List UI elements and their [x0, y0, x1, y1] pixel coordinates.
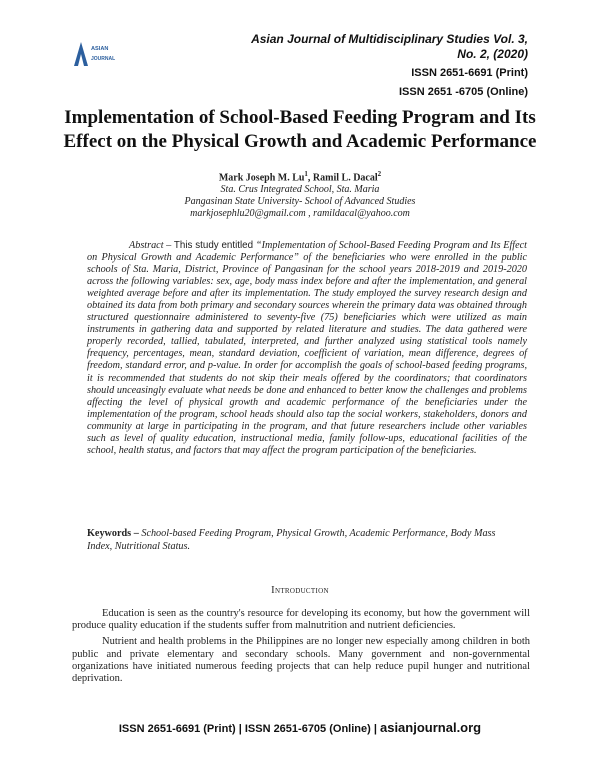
affiliation-2: Pangasinan State University- School of Advanced Studies [184, 196, 416, 208]
body-text [72, 608, 530, 689]
title-line2: Effect on the Physical Growth and Academic Performance [63, 131, 537, 152]
affiliation-1: Sta. Crus Integrated School, Sta. Maria [220, 184, 380, 196]
author-2: Ramil L. Dacal [312, 172, 378, 184]
paper-title [60, 106, 540, 154]
svg-text:JOURNAL: JOURNAL [91, 56, 116, 62]
svg-text:ASIAN: ASIAN [91, 46, 109, 52]
paragraph-1: Education is seen as the country's resource for developing its economy, but how the government will produce quality education if the students suffer from malnutrition and nutrient deficiencies. [72, 608, 530, 632]
keywords-text: School-based Feeding Program, Physical Growth, Academic Performance, Body Mass Index, Nutritional Status. [87, 528, 496, 552]
footer-issn: ISSN 2651-6691 (Print) | ISSN 2651-6705 (Online) | [118, 723, 380, 735]
footer-site-link[interactable]: asianjournal.org [379, 720, 482, 735]
author-names [100, 168, 500, 184]
paragraph-2: Nutrient and health problems in the Philippines are no longer new especially among children in both public and private elementary and secondary schools. Many government and non-governmental organizations have initiated numerous feeding projects that can help reduce pupil hunger and nutritional deprivation. [72, 636, 530, 685]
section-heading-text: Introduction [271, 585, 329, 596]
abstract-text: “Implementation of School-Based Feeding Program and Its Effect on Physical Growth and Academic Performance” of the beneficiaries who were enrolled in the public schools of Sta. Maria, District, Province of Pangasinan for the school years 2018-2019 and 2019-2020 across the following variables: sex, age, body mass index before and after the implementation, and general weighted average before and after its implementation. The study employed the survey research design and obtained its data from both primary and secondary sources wherein the primary data was obtained through structured questionnaire administered to seventy-five (75) beneficiaries which were utilized as main instruments in gathering data and supported by related literature and studies. The data gathered were properly recorded, tallied, tabulated, interpreted, and further analyzed using statistical tools namely frequency, percentages, mean, standard deviation, coefficient of variation, mean difference, degrees of freedom, standard error, and p-value. In order for accomplish the goals of school-based feeding programs, it is recommended that students do not skip their meals offered by the coordinators; that coordinators should unceasingly evaluate what needs be done and enhanced to better know the challenges and problems affecting the level of physical growth and academic performance of the beneficiaries under the implementation of the program, school heads should also tap the social workers, stakeholders, donors and community at large in participating in the program, and that future researchers include other variables such as level of quality education, instructional media, family follow-ups, educational facilities of the school, health status, and factors that may affect the program participation of the beneficiaries. [87, 240, 527, 456]
journal-logo [72, 38, 118, 68]
issn-online: ISSN 2651 -6705 (Online) [399, 86, 528, 98]
author-emails: markjosephlu20@gmail.com , ramildacal@yahoo.com [190, 208, 410, 220]
keywords-label: Keywords – [87, 528, 142, 539]
page-footer [0, 720, 600, 735]
journal-name-line1: Asian Journal of Multidisciplinary Studies Vol. 3, [251, 32, 528, 46]
author-2-sup: 2 [377, 170, 382, 178]
journal-info [228, 32, 528, 100]
author-separator: , [307, 172, 313, 184]
author-block [100, 168, 500, 220]
title-line1: Implementation of School-Based Feeding Program and Its [64, 107, 536, 128]
author-1-sup: 1 [304, 170, 308, 178]
abstract-lead: This study entitled [173, 240, 256, 251]
section-heading [0, 585, 600, 596]
abstract [87, 240, 527, 457]
keywords [87, 528, 507, 553]
issn-print: ISSN 2651-6691 (Print) [411, 67, 528, 79]
abstract-label: Abstract – [129, 240, 174, 251]
author-1: Mark Joseph M. Lu [218, 172, 305, 184]
journal-name-line2: No. 2, (2020) [457, 47, 528, 61]
